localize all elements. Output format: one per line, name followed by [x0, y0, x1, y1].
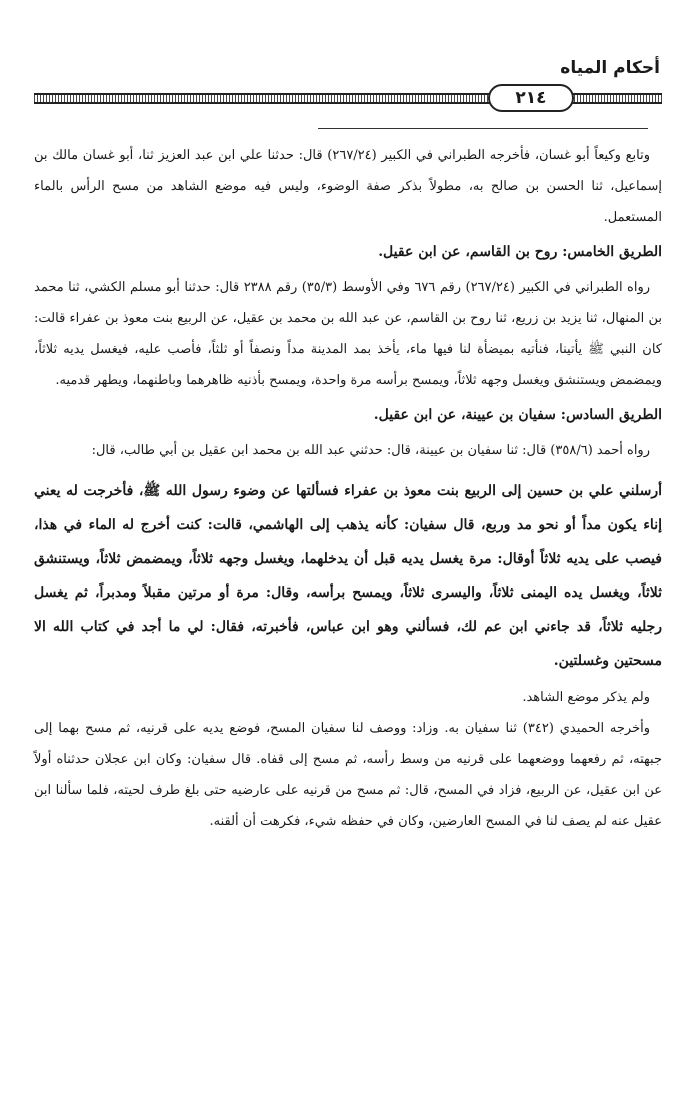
heading-sixth-route: الطريق السادس: سفيان بن عيينة، عن ابن عقيل.: [373, 407, 662, 423]
paragraph-humaidi-narration: وأخرجه الحميدي (٣٤٢) ثنا سفيان به. وزاد: ووصف لنا سفيان المسح، فوضع يديه على قرنيه، ثم مسح بهما إلى جبهته، ثم رفعهما ووضعهما على قرنيه من وسط رأسه، ثم مسح إلى قفاه. قال سفيان: وكان ابن عجلان حدثناه أولاً عن ابن عقيل، عن الربيع، فزاد في المسح، قال: ثم مسح من قرنيه على عارضيه حتى بلغ طرف لحيته، فلما سألنا ابن عقيل عنه لم يصف لنا في المسح العارضين، وكان في حفظه شيء، فكرهت أن ألقنه.: [34, 721, 662, 829]
heading-fifth-route: الطريق الخامس: روح بن القاسم، عن ابن عقيل.: [378, 244, 662, 260]
hadith-text: أرسلني علي بن حسين إلى الربيع بنت معوذ بن عفراء فسألتها عن وضوء رسول الله ﷺ، فأخرجت له يعني إناء يكون مداً أو نحو مد وربع، قال سفيان: كأنه يذهب إلى الهاشمي، قالت: كنت أخرج له الماء في هذا، فيصب على يديه ثلاثاً أوقال: مرة يغسل يديه قبل أن يدخلهما، ويغسل وجهه ثلاثاً، ويمضمض ثلاثاً، ويستنشق ثلاثاً، ويغسل يده اليمنى ثلاثاً، واليسرى ثلاثاً، ويمسح برأسه، وقال: مرة أو مرتين مقبلاً ومدبراً، ثم يغسل رجليه ثلاثاً، قد جاءني ابن عم لك، فسألني وهو ابن عباس، فأخبرته، فقال: لي ما أجد في كتاب الله الا مسحتين وغسلتين.: [34, 483, 662, 669]
page-number: ٢١٤: [488, 84, 574, 112]
page-body: [34, 140, 662, 837]
paragraph-waki-follow-up: وتابع وكيعاً أبو غسان، فأخرجه الطبراني في الكبير (٢٦٧/٢٤) قال: حدثنا علي ابن عبد العزيز ثنا، أبو غسان مالك بن إسماعيل، ثنا الحسن بن صالح به، مطولاً بذكر صفة الوضوء، وليس فيه موضع الشاهد من مسح الرأس بالماء المستعمل.: [34, 148, 662, 225]
continuation-rule: [318, 128, 648, 129]
paragraph-ahmad-narration: رواه أحمد (٣٥٨/٦) قال: ثنا سفيان بن عيينة، قال: حدثني عبد الله بن محمد ابن عقيل بن أبي طالب، قال:: [91, 443, 650, 458]
running-head-title: أحكام المياه: [560, 58, 660, 78]
paragraph-tabarani-narration: رواه الطبراني في الكبير (٢٦٧/٢٤) رقم ٦٧٦ وفي الأوسط (٣٥/٣) رقم ٢٣٨٨ قال: حدثنا أبو مسلم الكشي، ثنا محمد بن المنهال، ثنا يزيد بن زريع، ثنا روح بن القاسم، عن عبد الله بن محمد بن عقيل، عن الربيع بنت معوذ بن عفراء قالت: كان النبي ﷺ يأتينا، فنأتيه بميضأة لنا فيها ماء، يأخذ بمد المدينة مداً ونصفاً أو ثلثاً، فأصب عليه، فيغسل يديه ثلاثاً، ويمضمض ويستنشق ويغسل وجهه ثلاثاً، ويمسح برأسه مرة واحدة، ويمسح بأذنيه ظاهرهما وباطنهما، ويطهر قدميه.: [34, 280, 662, 388]
paragraph-note: ولم يذكر موضع الشاهد.: [522, 690, 650, 705]
